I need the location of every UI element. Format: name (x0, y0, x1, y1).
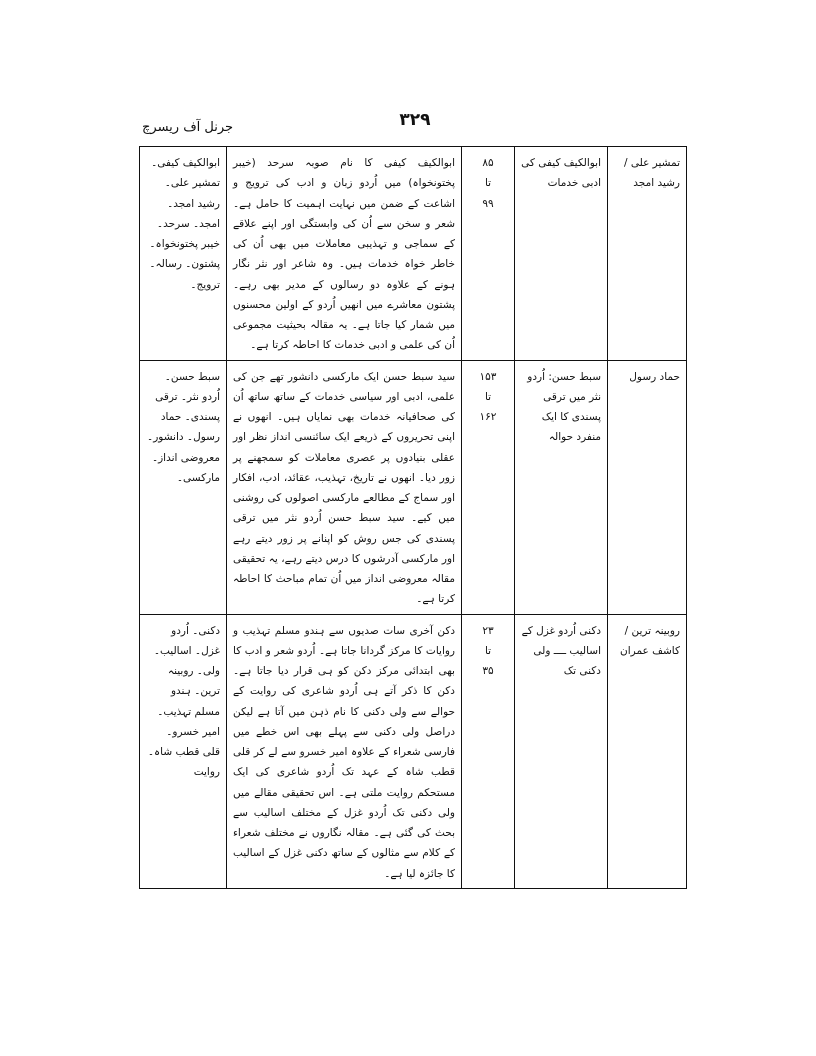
page-range-word: تا (484, 390, 492, 403)
keywords-cell: دکنی۔ اُردو غزل۔ اسالیب۔ ولی۔ روبینہ ترین۔ ہندو مسلم تہذیب۔ امیر خسرو۔ قلی قطب شاہ۔ روایت (140, 614, 227, 888)
title-cell: ابوالکیف کیفی کی ادبی خدمات (515, 147, 608, 361)
page-number: ۳۲۹ (399, 110, 431, 130)
author-cell: تمشیر علی / رشید امجد (608, 147, 687, 361)
author-cell: حماد رسول (608, 360, 687, 614)
page-to: ۱۶۲ (479, 411, 497, 423)
table-row (140, 147, 687, 361)
summary-cell: ابوالکیف کیفی کا نام صوبہ سرحد (خیبر پختونخواہ) میں اُردو زبان و ادب کی ترویج و اشاعت کے ضمن میں نہایت اہمیت کا حامل ہے۔ شعر و سخن سے اُن کی وابستگی اور اپنے علاقے کے سماجی و تہذیبی معاملات میں بھی اُن کی خاطر خواہ خدمات ہیں۔ وہ شاعر اور نثر نگار ہونے کے علاوہ دو رسالوں کے مدیر بھی رہے۔ پشتون معاشرے میں انھیں اُردو کے اولین محسنوں میں شمار کیا جاتا ہے۔ یہ مقالہ بحیثیت مجموعی اُن کی علمی و ادبی خدمات کا احاطہ کرتا ہے۔ (227, 147, 462, 361)
pages-cell (462, 360, 515, 614)
table-row (140, 360, 687, 614)
keywords-cell: سبط حسن۔ اُردو نثر۔ ترقی پسندی۔ حماد رسول۔ دانشور۔ معروضی انداز۔ مارکسی۔ (140, 360, 227, 614)
title-cell: سبط حسن: اُردو نثر میں ترقی پسندی کا ایک منفرد حوالہ (515, 360, 608, 614)
pages-cell (462, 147, 515, 361)
keywords-cell: ابوالکیف کیفی۔ تمشیر علی۔ رشید امجد۔ امجد۔ سرحد۔ خیبر پختونخواہ۔ پشتون۔ رسالہ۔ ترویج۔ (140, 147, 227, 361)
page-range-word: تا (484, 177, 492, 190)
author-cell: روبینہ ترین / کاشف عمران (608, 614, 687, 888)
page-from: ۱۵۳ (479, 370, 497, 383)
table-row (140, 614, 687, 888)
title-cell: دکنی اُردو غزل کے اسالیب ــــ ولی دکنی تک (515, 614, 608, 888)
page-from: ۲۳ (482, 624, 494, 637)
page-to: ۳۵ (482, 665, 494, 677)
page-range-word: تا (484, 644, 492, 657)
pages-cell (462, 614, 515, 888)
page-from: ۸۵ (482, 157, 494, 169)
article-index-table (139, 146, 687, 889)
summary-cell: دکن آخری سات صدیوں سے ہندو مسلم تہذیب و روایات کا مرکز گردانا جاتا ہے۔ اُردو شعر و ادب کا بھی ابتدائی مرکز دکن کو ہی قرار دیا جاتا ہے۔ دکن کا ذکر آتے ہی اُردو شاعری کی روایت کے حوالے سے ولی دکنی کا نام ذہن میں آتا ہے لیکن دراصل ولی دکنی سے پہلے بھی اس خطے میں فارسی شعراء کے علاوہ امیر خسرو سے لے کر قلی قطب شاہ کے عہد تک اُردو شاعری کی ایک مستحکم روایت ملتی ہے۔ اس تحقیقی مقالے میں ولی دکنی تک اُردو غزل کے مختلف اسالیب سے بحث کی گئی ہے۔ مقالہ نگاروں نے مختلف شعراء کے کلام سے مثالوں کے ساتھ دکنی غزل کے اسالیب کا جائزہ لیا ہے۔ (227, 614, 462, 888)
page-to: ۹۹ (482, 197, 494, 210)
summary-cell: سید سبط حسن ایک مارکسی دانشور تھے جن کی علمی، ادبی اور سیاسی خدمات کے ساتھ ساتھ اُن کی صحافیانہ خدمات بھی نمایاں ہیں۔ انھوں نے اپنی تحریروں کے ذریعے ایک سائنسی انداز نظر اور عقلی بنیادوں پر عصری معاملات کو سمجھنے پر زور دیا۔ انھوں نے تاریخ، تہذیب، عقائد، ادب، افکار اور سماج کے مطالعے مارکسی اصولوں کی روشنی میں کیے۔ سید سبط حسن اُردو نثر میں ترقی پسندی کی جس روش کو اپنانے پر زور دیتے رہے اور مارکسی آدرشوں کا درس دیتے رہے، یہ تحقیقی مقالہ معروضی انداز میں اُن تمام مباحث کا احاطہ کرتا ہے۔ (227, 360, 462, 614)
journal-title: جرنل آف ریسرچ (142, 120, 234, 135)
